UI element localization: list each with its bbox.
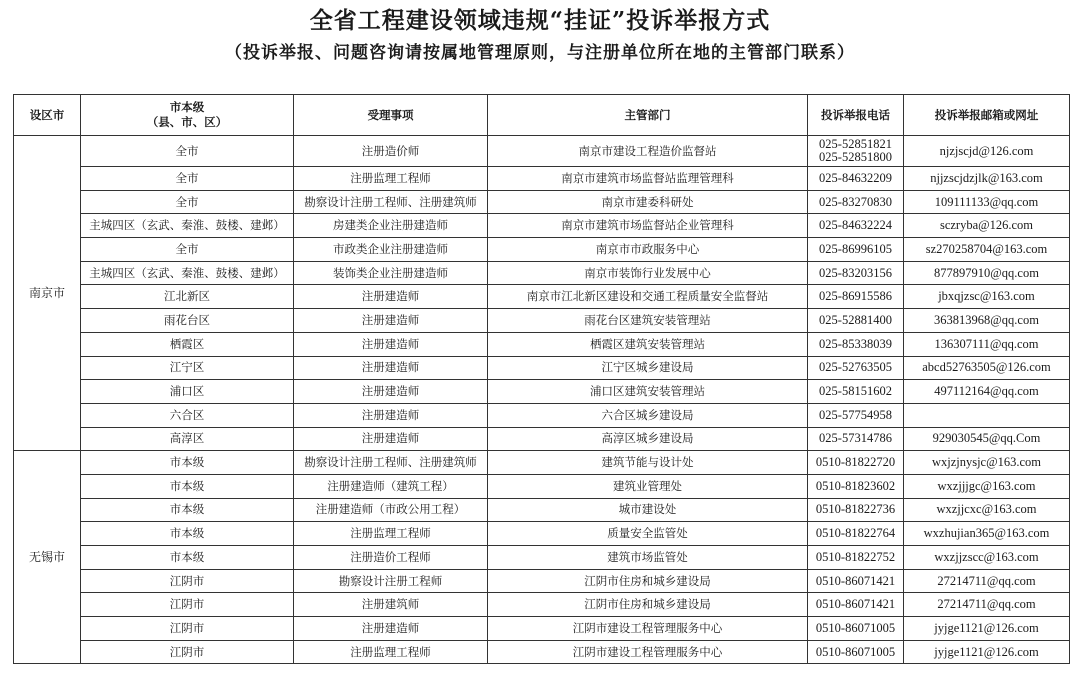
matter-cell: 注册建造师 [294,617,488,641]
phone-cell: 025-84632209 [808,167,904,191]
level-cell: 六合区 [81,403,294,427]
email-cell: wxzhujian365@163.com [904,522,1070,546]
matter-cell: 注册建造师 [294,427,488,451]
level-cell: 市本级 [81,522,294,546]
email-cell: sz270258704@163.com [904,238,1070,262]
table-row [14,238,1070,262]
phone-cell: 025-57754958 [808,403,904,427]
level-cell: 全市 [81,238,294,262]
level-cell: 主城四区（玄武、秦淮、鼓楼、建邺） [81,261,294,285]
table-row [14,640,1070,664]
phone-cell: 025-83270830 [808,190,904,214]
city-cell: 无锡市 [14,451,81,664]
table-row [14,261,1070,285]
phone-cell: 0510-81822736 [808,498,904,522]
email-cell: jyjge1121@126.com [904,640,1070,664]
matter-cell: 注册建造师 [294,380,488,404]
email-cell: abcd52763505@126.com [904,356,1070,380]
phone-cell: 0510-81822720 [808,451,904,475]
email-cell: 877897910@qq.com [904,261,1070,285]
table-row [14,380,1070,404]
dept-cell: 南京市建设工程造价监督站 [488,136,808,167]
table-row [14,451,1070,475]
header-email: 投诉举报邮箱或网址 [904,95,1070,136]
email-cell: 929030545@qq.Com [904,427,1070,451]
phone-cell: 025-83203156 [808,261,904,285]
dept-cell: 南京市建筑市场监督站企业管理科 [488,214,808,238]
phone-cell: 025-84632224 [808,214,904,238]
phone-cell: 025-86996105 [808,238,904,262]
phone-cell: 025-57314786 [808,427,904,451]
email-cell: 497112164@qq.com [904,380,1070,404]
phone-cell: 0510-86071005 [808,617,904,641]
level-cell: 全市 [81,167,294,191]
table-row [14,285,1070,309]
dept-cell: 高淳区城乡建设局 [488,427,808,451]
level-cell: 江北新区 [81,285,294,309]
matter-cell: 注册建造师 [294,356,488,380]
phone-cell: 0510-86071005 [808,640,904,664]
level-cell: 主城四区（玄武、秦淮、鼓楼、建邺） [81,214,294,238]
phone-cell: 025-85338039 [808,332,904,356]
phone-cell: 025-52763505 [808,356,904,380]
email-cell: 27214711@qq.com [904,593,1070,617]
table-row [14,427,1070,451]
level-cell: 全市 [81,136,294,167]
phone-cell: 025-58151602 [808,380,904,404]
phone-cell: 0510-86071421 [808,569,904,593]
dept-cell: 浦口区建筑安装管理站 [488,380,808,404]
phone-cell: 025-86915586 [808,285,904,309]
level-cell: 雨花台区 [81,309,294,333]
dept-cell: 栖霞区建筑安装管理站 [488,332,808,356]
matter-cell: 注册建造师（建筑工程） [294,474,488,498]
page-title: 全省工程建设领域违规“挂证”投诉举报方式 [309,7,771,34]
email-cell: wxjzjnysjc@163.com [904,451,1070,475]
table-row [14,332,1070,356]
matter-cell: 注册建造师 [294,403,488,427]
header-dept: 主管部门 [488,95,808,136]
email-cell: sczryba@126.com [904,214,1070,238]
complaint-contact-table [13,94,1070,664]
email-cell: wxzjjjgc@163.com [904,474,1070,498]
matter-cell: 勘察设计注册工程师、注册建筑师 [294,451,488,475]
level-cell: 江阴市 [81,569,294,593]
dept-cell: 南京市装饰行业发展中心 [488,261,808,285]
level-cell: 高淳区 [81,427,294,451]
level-cell: 市本级 [81,546,294,570]
table-row [14,309,1070,333]
table-row [14,167,1070,191]
phone-cell: 0510-86071421 [808,593,904,617]
table-row [14,356,1070,380]
page-subtitle: （投诉举报、问题咨询请按属地管理原则，与注册单位所在地的主管部门联系） [225,43,855,63]
header-city: 设区市 [14,95,81,136]
table-row [14,498,1070,522]
dept-cell: 江阴市建设工程管理服务中心 [488,617,808,641]
phone-line-1: 025-52851821 [819,137,892,151]
table-header-row [14,95,1070,136]
matter-cell: 注册建造师 [294,309,488,333]
email-cell: 363813968@qq.com [904,309,1070,333]
dept-cell: 南京市建委科研处 [488,190,808,214]
matter-cell: 注册监理工程师 [294,167,488,191]
dept-cell: 南京市建筑市场监督站监理管理科 [488,167,808,191]
matter-cell: 注册造价工程师 [294,546,488,570]
matter-cell: 勘察设计注册工程师、注册建筑师 [294,190,488,214]
email-cell: jbxqjzsc@163.com [904,285,1070,309]
level-cell: 江宁区 [81,356,294,380]
dept-cell: 南京市市政服务中心 [488,238,808,262]
level-cell: 市本级 [81,498,294,522]
email-cell: wxzjjcxc@163.com [904,498,1070,522]
email-cell: 109111133@qq.com [904,190,1070,214]
email-cell: njzjscjd@126.com [904,136,1070,167]
matter-cell: 注册建造师（市政公用工程） [294,498,488,522]
dept-cell: 六合区城乡建设局 [488,403,808,427]
email-cell: jyjge1121@126.com [904,617,1070,641]
matter-cell: 注册建造师 [294,332,488,356]
table-row [14,522,1070,546]
table-row [14,214,1070,238]
phone-cell: 0510-81822764 [808,522,904,546]
dept-cell: 江宁区城乡建设局 [488,356,808,380]
table-row [14,136,1070,167]
header-level-line1: 市本级 [169,100,205,114]
dept-cell: 江阴市住房和城乡建设局 [488,569,808,593]
phone-cell: 025-52881400 [808,309,904,333]
phone-line-2: 025-52851800 [819,150,892,164]
header-matter: 受理事项 [294,95,488,136]
email-cell [904,403,1070,427]
header-phone: 投诉举报电话 [808,95,904,136]
dept-cell: 建筑市场监管处 [488,546,808,570]
dept-cell: 质量安全监管处 [488,522,808,546]
matter-cell: 勘察设计注册工程师 [294,569,488,593]
dept-cell: 雨花台区建筑安装管理站 [488,309,808,333]
level-cell: 江阴市 [81,593,294,617]
header-level [81,95,294,136]
email-cell: wxzjjzscc@163.com [904,546,1070,570]
matter-cell: 注册建造师 [294,285,488,309]
city-cell: 南京市 [14,136,81,451]
dept-cell: 南京市江北新区建设和交通工程质量安全监督站 [488,285,808,309]
phone-cell: 0510-81823602 [808,474,904,498]
table-body [14,136,1070,664]
matter-cell: 市政类企业注册建造师 [294,238,488,262]
level-cell: 市本级 [81,474,294,498]
dept-cell: 建筑节能与设计处 [488,451,808,475]
level-cell: 浦口区 [81,380,294,404]
email-cell: 27214711@qq.com [904,569,1070,593]
table-row [14,546,1070,570]
level-cell: 江阴市 [81,640,294,664]
level-cell: 栖霞区 [81,332,294,356]
level-cell: 全市 [81,190,294,214]
table-row [14,403,1070,427]
email-cell: 136307111@qq.com [904,332,1070,356]
dept-cell: 江阴市住房和城乡建设局 [488,593,808,617]
dept-cell: 江阴市建设工程管理服务中心 [488,640,808,664]
matter-cell: 注册监理工程师 [294,640,488,664]
matter-cell: 注册建筑师 [294,593,488,617]
email-cell: njjzscjdzjlk@163.com [904,167,1070,191]
level-cell: 市本级 [81,451,294,475]
matter-cell: 注册造价师 [294,136,488,167]
phone-cell [808,136,904,167]
table-row [14,190,1070,214]
phone-cell: 0510-81822752 [808,546,904,570]
matter-cell: 注册监理工程师 [294,522,488,546]
table-row [14,593,1070,617]
dept-cell: 城市建设处 [488,498,808,522]
level-cell: 江阴市 [81,617,294,641]
header-level-line2: （县、市、区） [146,115,228,129]
table-row [14,474,1070,498]
matter-cell: 装饰类企业注册建造师 [294,261,488,285]
dept-cell: 建筑业管理处 [488,474,808,498]
table-row [14,617,1070,641]
matter-cell: 房建类企业注册建造师 [294,214,488,238]
table-row [14,569,1070,593]
